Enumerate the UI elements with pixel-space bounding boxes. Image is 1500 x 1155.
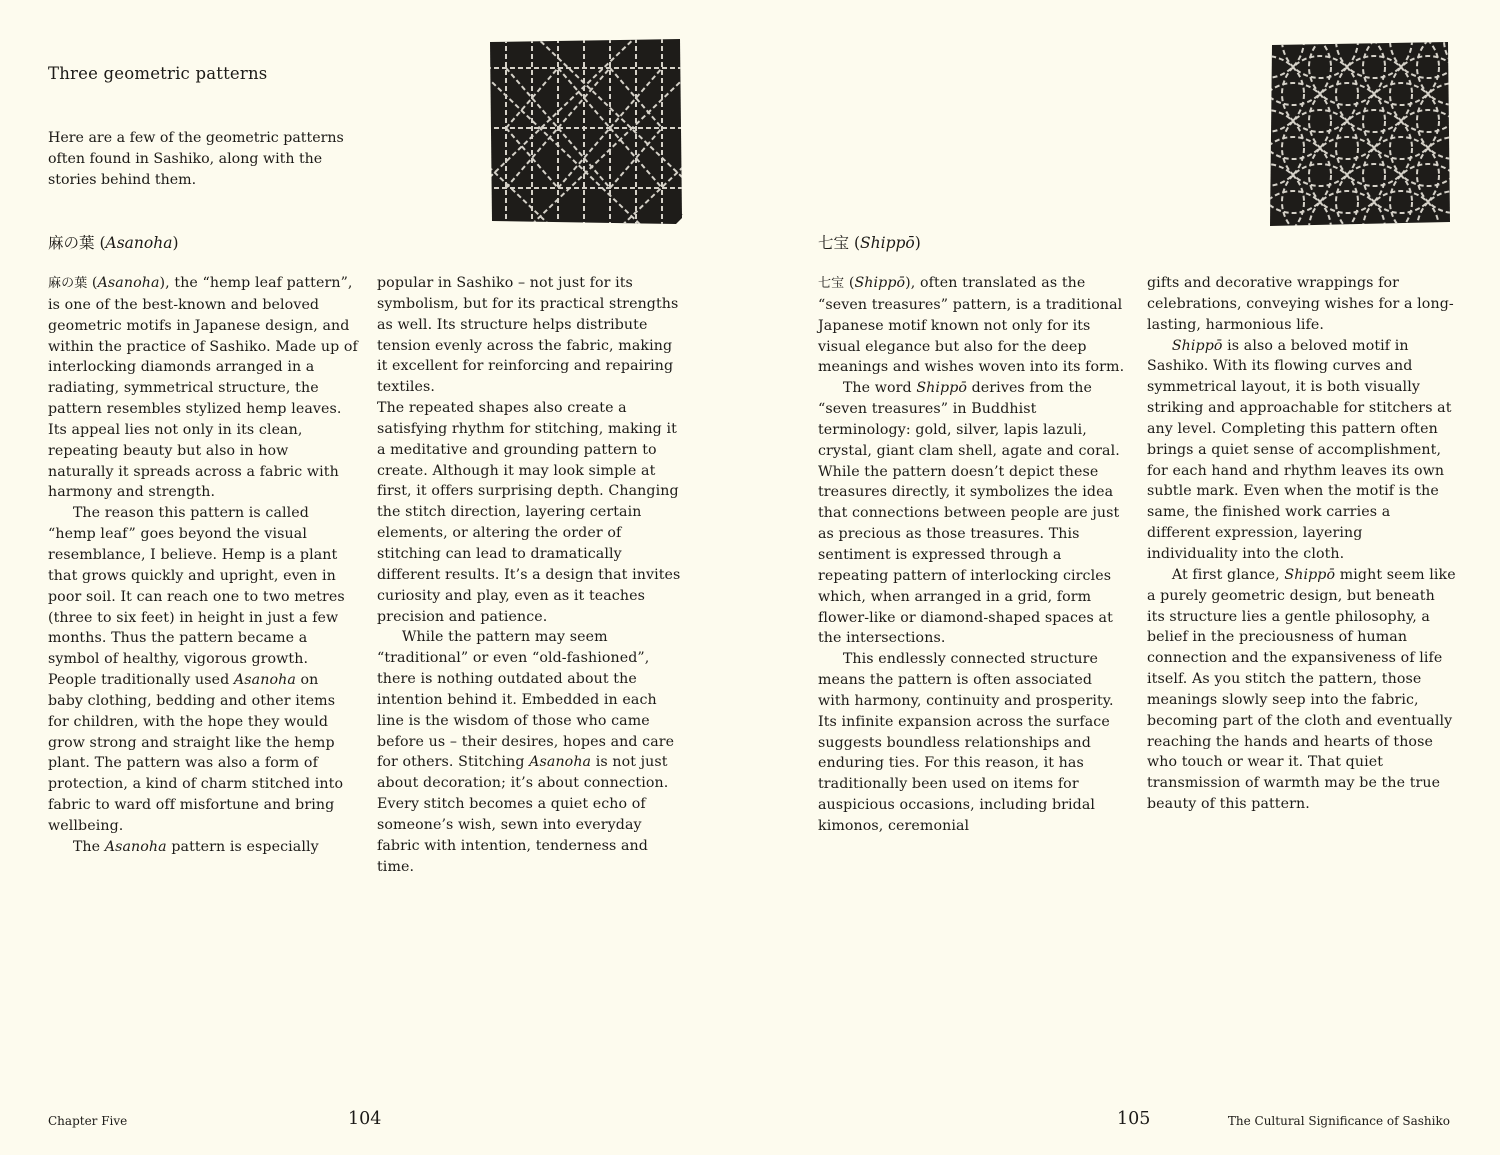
paragraph: Its appeal lies not only in its clean, repeating beauty but also in how naturally it spreads across a fabric with harmony and strength.: [48, 421, 339, 501]
asanoha-pattern-image: [486, 38, 686, 230]
paragraph: The word Shippō derives from the “seven treasures” in Buddhist terminology: gold, silver, lapis lazuli, crystal, giant clam shell, agate and coral. While the pattern doesn’t depict these treasures directly, it symbolizes the idea that connections between people are just as precious as those treasures. This sentiment is expressed through a repeating pattern of interlocking circles which, when arranged in a grid, form flower-like or diamond-shaped spaces at the intersections.: [818, 380, 1120, 647]
section-title: Three geometric patterns: [48, 64, 268, 83]
paragraph: This endlessly connected structure means the pattern is often associated with harmony, continuity and prosperity. Its infinite expansion across the surface suggests boundless relationships and enduring ties. For this reason, it has traditionally been used on items for auspicious occasions, including bridal kimonos, ceremonial: [818, 651, 1114, 834]
shippo-heading-romaji: Shippō: [860, 234, 915, 252]
paragraph: popular in Sashiko – not just for its symbolism, but for its practical strengths as well. Its structure helps distribute tension evenly across the fabric, making it excellent for reinforcing and repairing textiles.: [377, 275, 679, 396]
paragraph: gifts and decorative wrappings for celebrations, conveying wishes for a long-lasting, harmonious life.: [1147, 275, 1454, 333]
footer-chapter-label: Chapter Five: [48, 1114, 128, 1128]
paragraph: The repeated shapes also create a satisfying rhythm for stitching, making it a meditative and grounding pattern to create. Although it may look simple at first, it offers surprising depth. Changing the stitch direction, layering certain elements, or altering the order of stitching can lead to dramatically different results. It’s a design that invites curiosity and play, even as it teaches precision and patience.: [377, 400, 681, 625]
paragraph: At first glance, Shippō might seem like a purely geometric design, but beneath its structure lies a gentle philosophy, a belief in the preciousness of human connection and the expansiveness of life itself. As you stitch the pattern, those meanings slowly seep into the fabric, becoming part of the cloth and eventually reaching the hands and hearts of those who touch or wear it. That quiet transmission of warmth may be the true beauty of this pattern.: [1147, 566, 1456, 813]
right-column-1: [818, 273, 1128, 837]
paragraph: The reason this pattern is called “hemp leaf” goes beyond the visual resemblance, I believe. Hemp is a plant that grows quickly and upright, even in poor soil. It can reach one to two metres (three to six feet) in height in just a few months. Thus the pattern became a symbol of healthy, vigorous growth. People traditionally used Asanoha on baby clothing, bedding and other items for children, with the hope they would grow strong and straight like the hemp plant. The pattern was also a form of protection, a kind of charm stitched into fabric to ward off misfortune and bring wellbeing.: [48, 505, 345, 834]
paragraph: While the pattern may seem “traditional” or even “old-fashioned”, there is nothing outdated about the intention behind it. Embedded in each line is the wisdom of those who came before us – their desires, hopes and care for others. Stitching Asanoha is not just about decoration; it’s about connection. Every stitch becomes a quiet echo of someone’s wish, sewn into everyday fabric with intention, tenderness and time.: [377, 629, 675, 875]
asanoha-heading: 麻の葉 (Asanoha): [48, 234, 179, 252]
paragraph: The Asanoha pattern is especially: [72, 838, 319, 855]
footer-book-section-label: The Cultural Significance of Sashiko: [1227, 1114, 1450, 1128]
shippo-heading: 七宝 (Shippō): [818, 234, 921, 252]
page-number-left: 104: [348, 1109, 382, 1129]
page-number-right: 105: [1117, 1109, 1151, 1129]
paragraph: 七宝 (Shippō), often translated as the “seven treasures” pattern, is a traditional Japanese motif known not only for its visual elegance but also for the deep meanings and wishes woven into its form.: [818, 275, 1125, 376]
shippo-pattern-image: [1266, 40, 1452, 228]
paragraph: Shippō is also a beloved motif in Sashiko. With its flowing curves and symmetrical layout, it is both visually striking and approachable for stitchers at any level. Completing this pattern often brings a quiet sense of accomplishment, for each hand and rhythm leaves its own subtle mark. Even when the motif is the same, the finished work carries a different expression, layering individuality into the cloth.: [1147, 337, 1452, 562]
paragraph: 麻の葉 (Asanoha), the “hemp leaf pattern”, is one of the best-known and beloved geometric motifs in Japanese design, and within the practice of Sashiko. Made up of interlocking diamonds arranged in a radiating, symmetrical structure, the pattern resembles stylized hemp leaves.: [48, 275, 358, 418]
asanoha-heading-romaji: Asanoha: [105, 234, 173, 252]
right-column-2: [1147, 273, 1457, 815]
intro-text: Here are a few of the geometric patterns often found in Sashiko, along with the stories behind them.: [48, 130, 344, 188]
left-column-1: [48, 273, 358, 858]
asanoha-heading-ja: 麻の葉: [48, 234, 95, 252]
left-column-2: [377, 273, 687, 877]
shippo-heading-ja: 七宝: [818, 234, 850, 252]
